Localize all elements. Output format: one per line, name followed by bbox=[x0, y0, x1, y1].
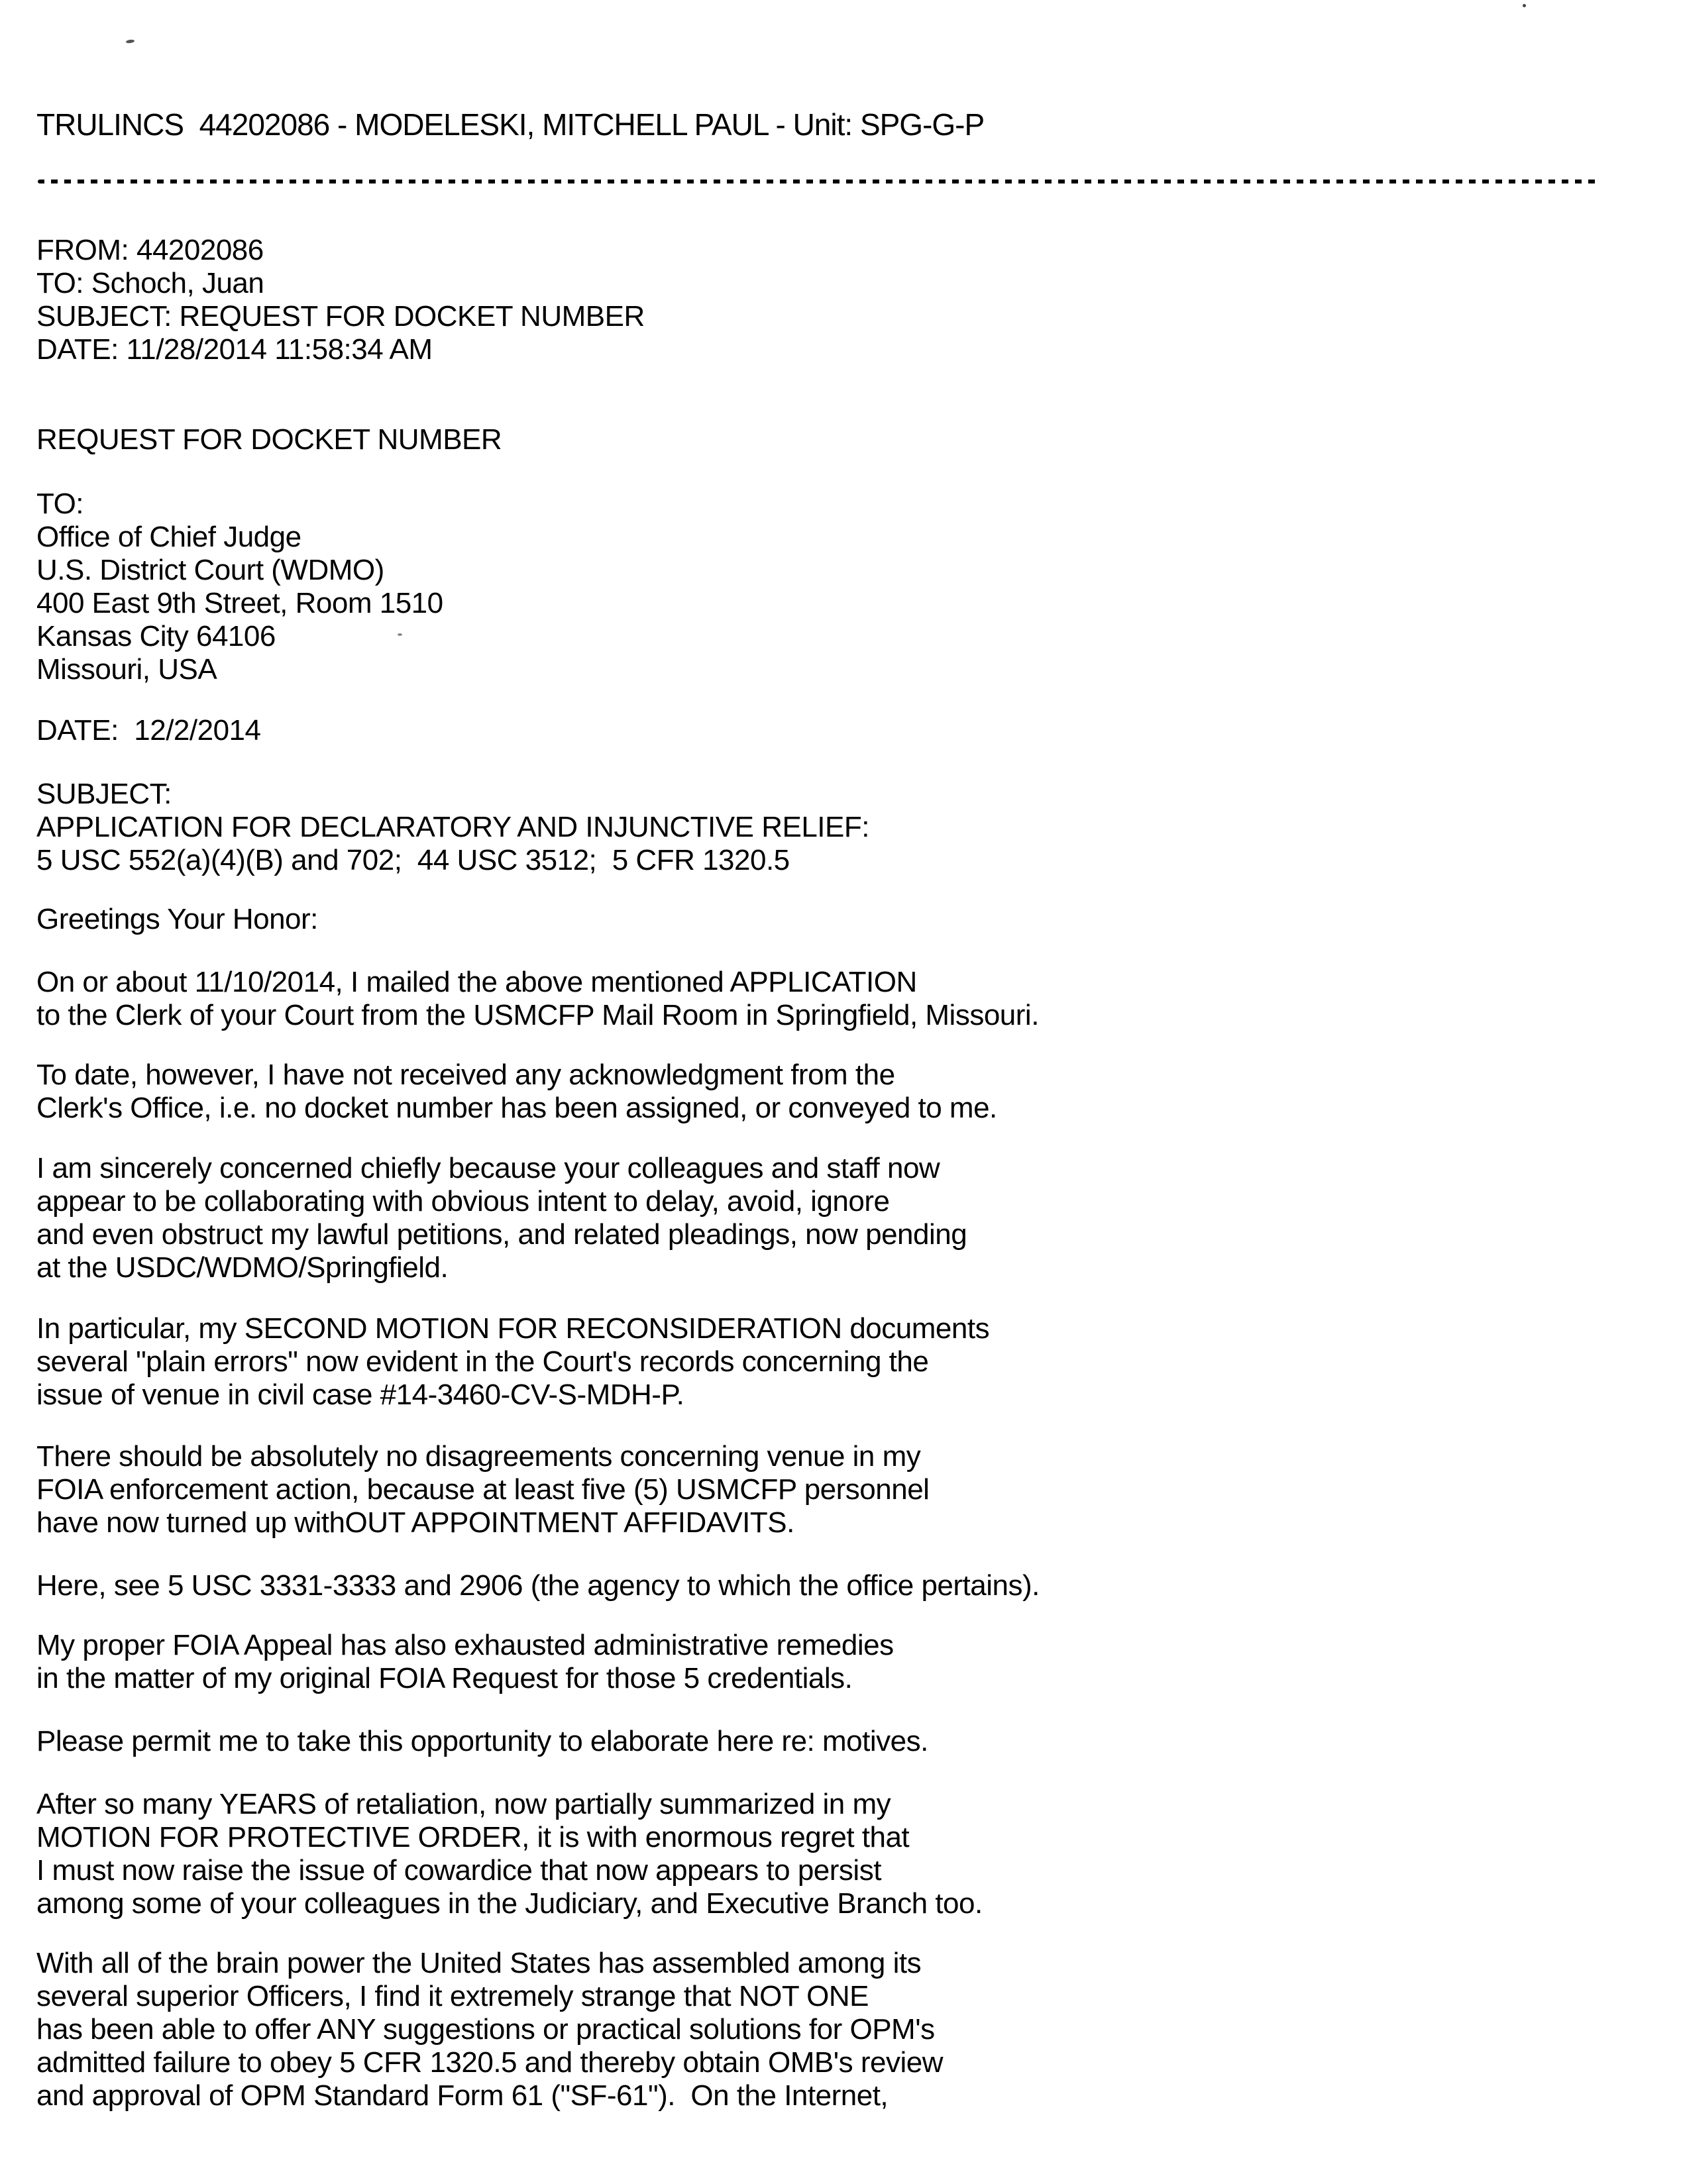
paragraph-line: To date, however, I have not received any acknowledgment from the bbox=[36, 1059, 895, 1091]
paragraph-line: Here, see 5 USC 3331-3333 and 2906 (the agency to which the office pertains). bbox=[36, 1569, 1040, 1602]
paragraph-line: issue of venue in civil case #14-3460-CV-S-MDH-P. bbox=[36, 1378, 684, 1411]
email-to-line: TO: Schoch, Juan bbox=[36, 267, 264, 299]
paragraph bbox=[36, 1569, 1040, 1602]
letter-subject-line: APPLICATION FOR DECLARATORY AND INJUNCTIVE RELIEF: bbox=[36, 811, 869, 843]
dashed-separator-line bbox=[38, 180, 1597, 183]
paragraph-line: There should be absolutely no disagreements concerning venue in my bbox=[36, 1440, 921, 1473]
recipient-line: Missouri, USA bbox=[36, 653, 217, 686]
paragraph-line: has been able to offer ANY suggestions or practical solutions for OPM's bbox=[36, 2013, 935, 2046]
trulincs-header bbox=[36, 108, 984, 141]
recipient-line: 400 East 9th Street, Room 1510 bbox=[36, 587, 443, 619]
paragraph-line: Please permit me to take this opportunity to elaborate here re: motives. bbox=[36, 1725, 928, 1757]
salutation-block bbox=[36, 903, 318, 936]
email-from-line: FROM: 44202086 bbox=[36, 234, 264, 266]
recipient-line: U.S. District Court (WDMO) bbox=[36, 554, 384, 586]
letter-subject-line: 5 USC 552(a)(4)(B) and 702; 44 USC 3512; 5 CFR 1320.5 bbox=[36, 844, 790, 876]
paragraph bbox=[36, 966, 1039, 1032]
paragraph-line: among some of your colleagues in the Judiciary, and Executive Branch too. bbox=[36, 1887, 983, 1920]
paragraph-line: On or about 11/10/2014, I mailed the above mentioned APPLICATION bbox=[36, 966, 917, 998]
letter-date-block bbox=[36, 714, 261, 747]
email-subject-line: SUBJECT: REQUEST FOR DOCKET NUMBER bbox=[36, 300, 645, 333]
paragraph bbox=[36, 1152, 967, 1284]
email-date-line: DATE: 11/28/2014 11:58:34 AM bbox=[36, 333, 433, 366]
scan-artifact-dot bbox=[1523, 4, 1526, 7]
paragraph-line: to the Clerk of your Court from the USMCFP Mail Room in Springfield, Missouri. bbox=[36, 999, 1039, 1031]
paragraph bbox=[36, 1788, 983, 1920]
paragraph-line: and approval of OPM Standard Form 61 ("SF-61"). On the Internet, bbox=[36, 2079, 889, 2112]
recipient-address-block bbox=[36, 488, 443, 686]
paragraph-line: and even obstruct my lawful petitions, and related pleadings, now pending bbox=[36, 1218, 967, 1251]
email-meta-block bbox=[36, 234, 645, 366]
paragraph bbox=[36, 1312, 989, 1412]
recipient-line: Office of Chief Judge bbox=[36, 521, 301, 553]
paragraph-line: admitted failure to obey 5 CFR 1320.5 and thereby obtain OMB's review bbox=[36, 2046, 943, 2079]
letter-subject-block bbox=[36, 778, 869, 877]
paragraph-line: at the USDC/WDMO/Springfield. bbox=[36, 1251, 449, 1284]
paragraph-line: After so many YEARS of retaliation, now partially summarized in my bbox=[36, 1788, 891, 1820]
paragraph-line: My proper FOIA Appeal has also exhausted administrative remedies bbox=[36, 1629, 894, 1661]
recipient-line: Kansas City 64106 bbox=[36, 620, 276, 652]
letter-title-block bbox=[36, 423, 502, 456]
paragraph-line: several superior Officers, I find it extremely strange that NOT ONE bbox=[36, 1980, 869, 2012]
paragraph-line: have now turned up withOUT APPOINTMENT AFFIDAVITS. bbox=[36, 1506, 794, 1539]
paragraph-line: appear to be collaborating with obvious intent to delay, avoid, ignore bbox=[36, 1185, 890, 1218]
paragraph-line: several "plain errors" now evident in the Court's records concerning the bbox=[36, 1345, 929, 1378]
paragraph bbox=[36, 1440, 929, 1539]
paragraph-line: FOIA enforcement action, because at least five (5) USMCFP personnel bbox=[36, 1473, 930, 1506]
recipient-line: TO: bbox=[36, 488, 84, 520]
paragraph bbox=[36, 1629, 894, 1695]
scan-artifact-dot bbox=[126, 39, 135, 44]
letter-subject-line: SUBJECT: bbox=[36, 778, 172, 810]
paragraph-line: MOTION FOR PROTECTIVE ORDER, it is with enormous regret that bbox=[36, 1821, 910, 1853]
salutation-line: Greetings Your Honor: bbox=[36, 903, 318, 935]
letter-title: REQUEST FOR DOCKET NUMBER bbox=[36, 423, 502, 456]
letter-date-line: DATE: 12/2/2014 bbox=[36, 714, 261, 747]
paragraph bbox=[36, 1947, 943, 2112]
paragraph-line: With all of the brain power the United States has assembled among its bbox=[36, 1947, 922, 1979]
paragraph-line: Clerk's Office, i.e. no docket number has been assigned, or conveyed to me. bbox=[36, 1092, 997, 1124]
paragraph bbox=[36, 1725, 928, 1758]
paragraph-line: in the matter of my original FOIA Request for those 5 credentials. bbox=[36, 1662, 853, 1694]
paragraph-line: In particular, my SECOND MOTION FOR RECONSIDERATION documents bbox=[36, 1312, 990, 1345]
trulincs-header-line: TRULINCS 44202086 - MODELESKI, MITCHELL PAUL - Unit: SPG-G-P bbox=[36, 107, 985, 142]
paragraph bbox=[36, 1059, 997, 1125]
paragraph-line: I must now raise the issue of cowardice that now appears to persist bbox=[36, 1854, 881, 1887]
paragraph-line: I am sincerely concerned chiefly because your colleagues and staff now bbox=[36, 1152, 940, 1184]
